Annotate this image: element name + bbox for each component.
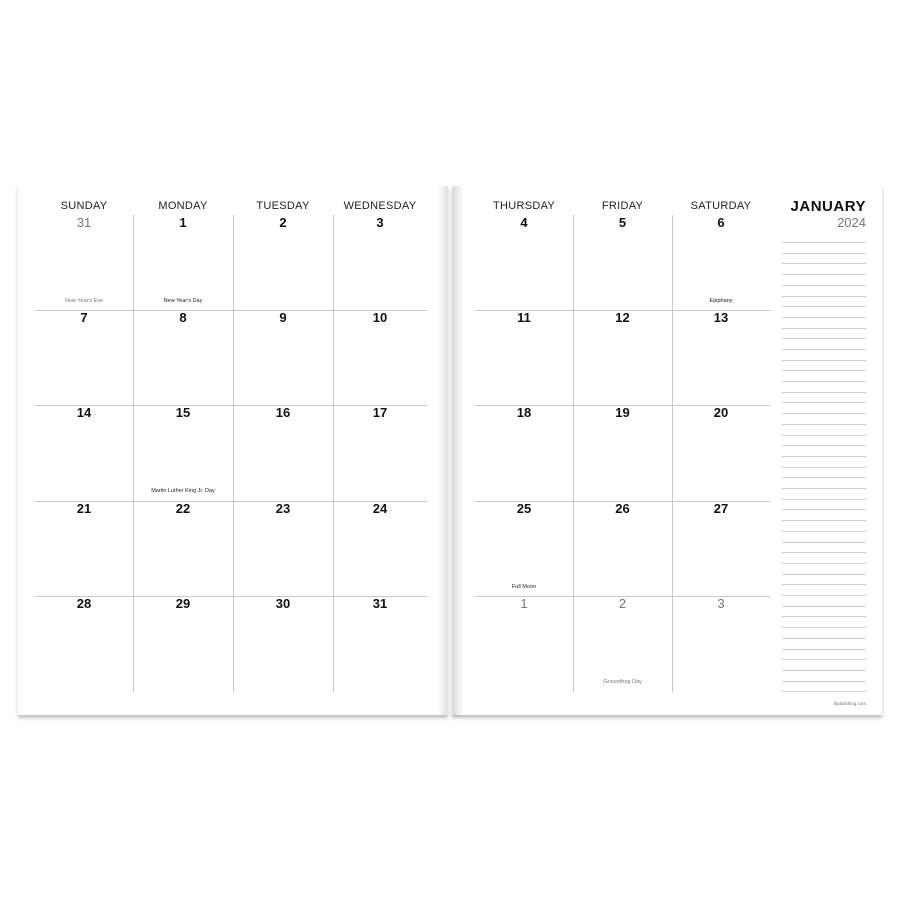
event-label: Groundhog Day bbox=[603, 679, 642, 685]
notes-line bbox=[782, 638, 866, 639]
day-number[interactable]: 28 bbox=[76, 596, 92, 611]
notes-line bbox=[782, 552, 866, 553]
notes-line bbox=[782, 681, 866, 682]
notes-line bbox=[782, 317, 866, 318]
day-number[interactable]: 20 bbox=[713, 405, 729, 420]
day-number[interactable]: 19 bbox=[615, 405, 630, 420]
day-of-week-header: MONDAY bbox=[158, 200, 208, 212]
notes-line bbox=[782, 360, 866, 361]
day-number[interactable]: 27 bbox=[713, 501, 729, 516]
day-number[interactable]: 30 bbox=[275, 596, 291, 611]
notes-line bbox=[782, 435, 866, 436]
notes-line bbox=[782, 296, 866, 297]
notes-line bbox=[782, 606, 866, 607]
notes-line bbox=[782, 595, 866, 596]
notes-line bbox=[782, 263, 866, 264]
column-divider bbox=[233, 215, 234, 692]
notes-line bbox=[782, 424, 866, 425]
notes-line bbox=[782, 381, 866, 382]
event-label: New Year's Day bbox=[163, 298, 203, 304]
day-number[interactable]: 2 bbox=[618, 596, 627, 611]
day-of-week-header: SATURDAY bbox=[690, 200, 752, 212]
day-number[interactable]: 4 bbox=[520, 215, 528, 230]
day-number[interactable]: 21 bbox=[76, 501, 92, 516]
notes-line bbox=[782, 691, 866, 692]
day-number[interactable]: 22 bbox=[175, 501, 191, 516]
day-number[interactable]: 1 bbox=[520, 596, 528, 611]
notes-line bbox=[782, 670, 866, 671]
notes-line bbox=[782, 338, 866, 339]
notes-line bbox=[782, 574, 866, 575]
notes-line bbox=[782, 392, 866, 393]
notes-line bbox=[782, 584, 866, 585]
notes-line bbox=[782, 413, 866, 414]
month-title: JANUARY bbox=[790, 198, 866, 215]
day-number[interactable]: 24 bbox=[372, 501, 388, 516]
day-number[interactable]: 25 bbox=[516, 501, 532, 516]
notes-line bbox=[782, 456, 866, 457]
notes-line bbox=[782, 445, 866, 446]
left-page bbox=[18, 186, 448, 715]
publisher-footer: tfpublishing.com bbox=[833, 701, 866, 706]
day-number[interactable]: 29 bbox=[175, 596, 191, 611]
day-of-week-header: THURSDAY bbox=[492, 200, 556, 212]
notes-line bbox=[782, 306, 866, 307]
day-number[interactable]: 31 bbox=[372, 596, 388, 611]
notes-line bbox=[782, 253, 866, 254]
day-number[interactable]: 10 bbox=[372, 310, 388, 325]
notes-line bbox=[782, 616, 866, 617]
notes-line bbox=[782, 467, 866, 468]
day-of-week-header: SUNDAY bbox=[60, 200, 108, 212]
right-page bbox=[452, 186, 882, 715]
column-divider bbox=[333, 215, 334, 692]
notes-line bbox=[782, 509, 866, 510]
day-number[interactable]: 13 bbox=[713, 310, 729, 325]
event-label: Martin Luther King Jr. Day bbox=[151, 488, 215, 494]
column-divider bbox=[672, 215, 673, 692]
notes-line bbox=[782, 659, 866, 660]
notes-line bbox=[782, 531, 866, 532]
notes-line bbox=[782, 499, 866, 500]
notes-line bbox=[782, 242, 866, 243]
notes-line bbox=[782, 285, 866, 286]
day-of-week-header: FRIDAY bbox=[601, 200, 644, 212]
notes-line bbox=[782, 328, 866, 329]
notes-line bbox=[782, 402, 866, 403]
day-number[interactable]: 23 bbox=[275, 501, 291, 516]
day-number[interactable]: 12 bbox=[615, 310, 630, 325]
notes-line bbox=[782, 627, 866, 628]
year-label: 2024 bbox=[837, 215, 866, 230]
notes-line bbox=[782, 542, 866, 543]
notes-line bbox=[782, 563, 866, 564]
event-label: Epiphany bbox=[709, 298, 733, 304]
day-number[interactable]: 2 bbox=[279, 215, 287, 230]
day-number[interactable]: 1 bbox=[179, 215, 187, 230]
day-number[interactable]: 5 bbox=[618, 215, 627, 230]
day-number[interactable]: 16 bbox=[275, 405, 291, 420]
day-number[interactable]: 9 bbox=[279, 310, 287, 325]
notes-line bbox=[782, 488, 866, 489]
day-number[interactable]: 26 bbox=[615, 501, 630, 516]
event-label: New Year's Eve bbox=[64, 298, 104, 304]
day-number[interactable]: 18 bbox=[516, 405, 532, 420]
notes-line bbox=[782, 477, 866, 478]
notes-line bbox=[782, 349, 866, 350]
day-number[interactable]: 31 bbox=[76, 215, 92, 230]
day-of-week-header: WEDNESDAY bbox=[343, 200, 417, 212]
column-divider bbox=[133, 215, 134, 692]
day-number[interactable]: 17 bbox=[372, 405, 388, 420]
day-number[interactable]: 15 bbox=[175, 405, 191, 420]
day-number[interactable]: 11 bbox=[517, 310, 531, 325]
column-divider bbox=[573, 215, 574, 692]
day-number[interactable]: 6 bbox=[717, 215, 725, 230]
day-number[interactable]: 14 bbox=[76, 405, 92, 420]
day-of-week-header: TUESDAY bbox=[256, 200, 310, 212]
day-number[interactable]: 8 bbox=[179, 310, 187, 325]
day-number[interactable]: 7 bbox=[80, 310, 88, 325]
day-number[interactable]: 3 bbox=[717, 596, 725, 611]
notes-line bbox=[782, 649, 866, 650]
notes-line bbox=[782, 274, 866, 275]
day-number[interactable]: 3 bbox=[376, 215, 384, 230]
notes-line bbox=[782, 370, 866, 371]
notes-line bbox=[782, 520, 866, 521]
event-label: Full Moon bbox=[511, 584, 537, 590]
